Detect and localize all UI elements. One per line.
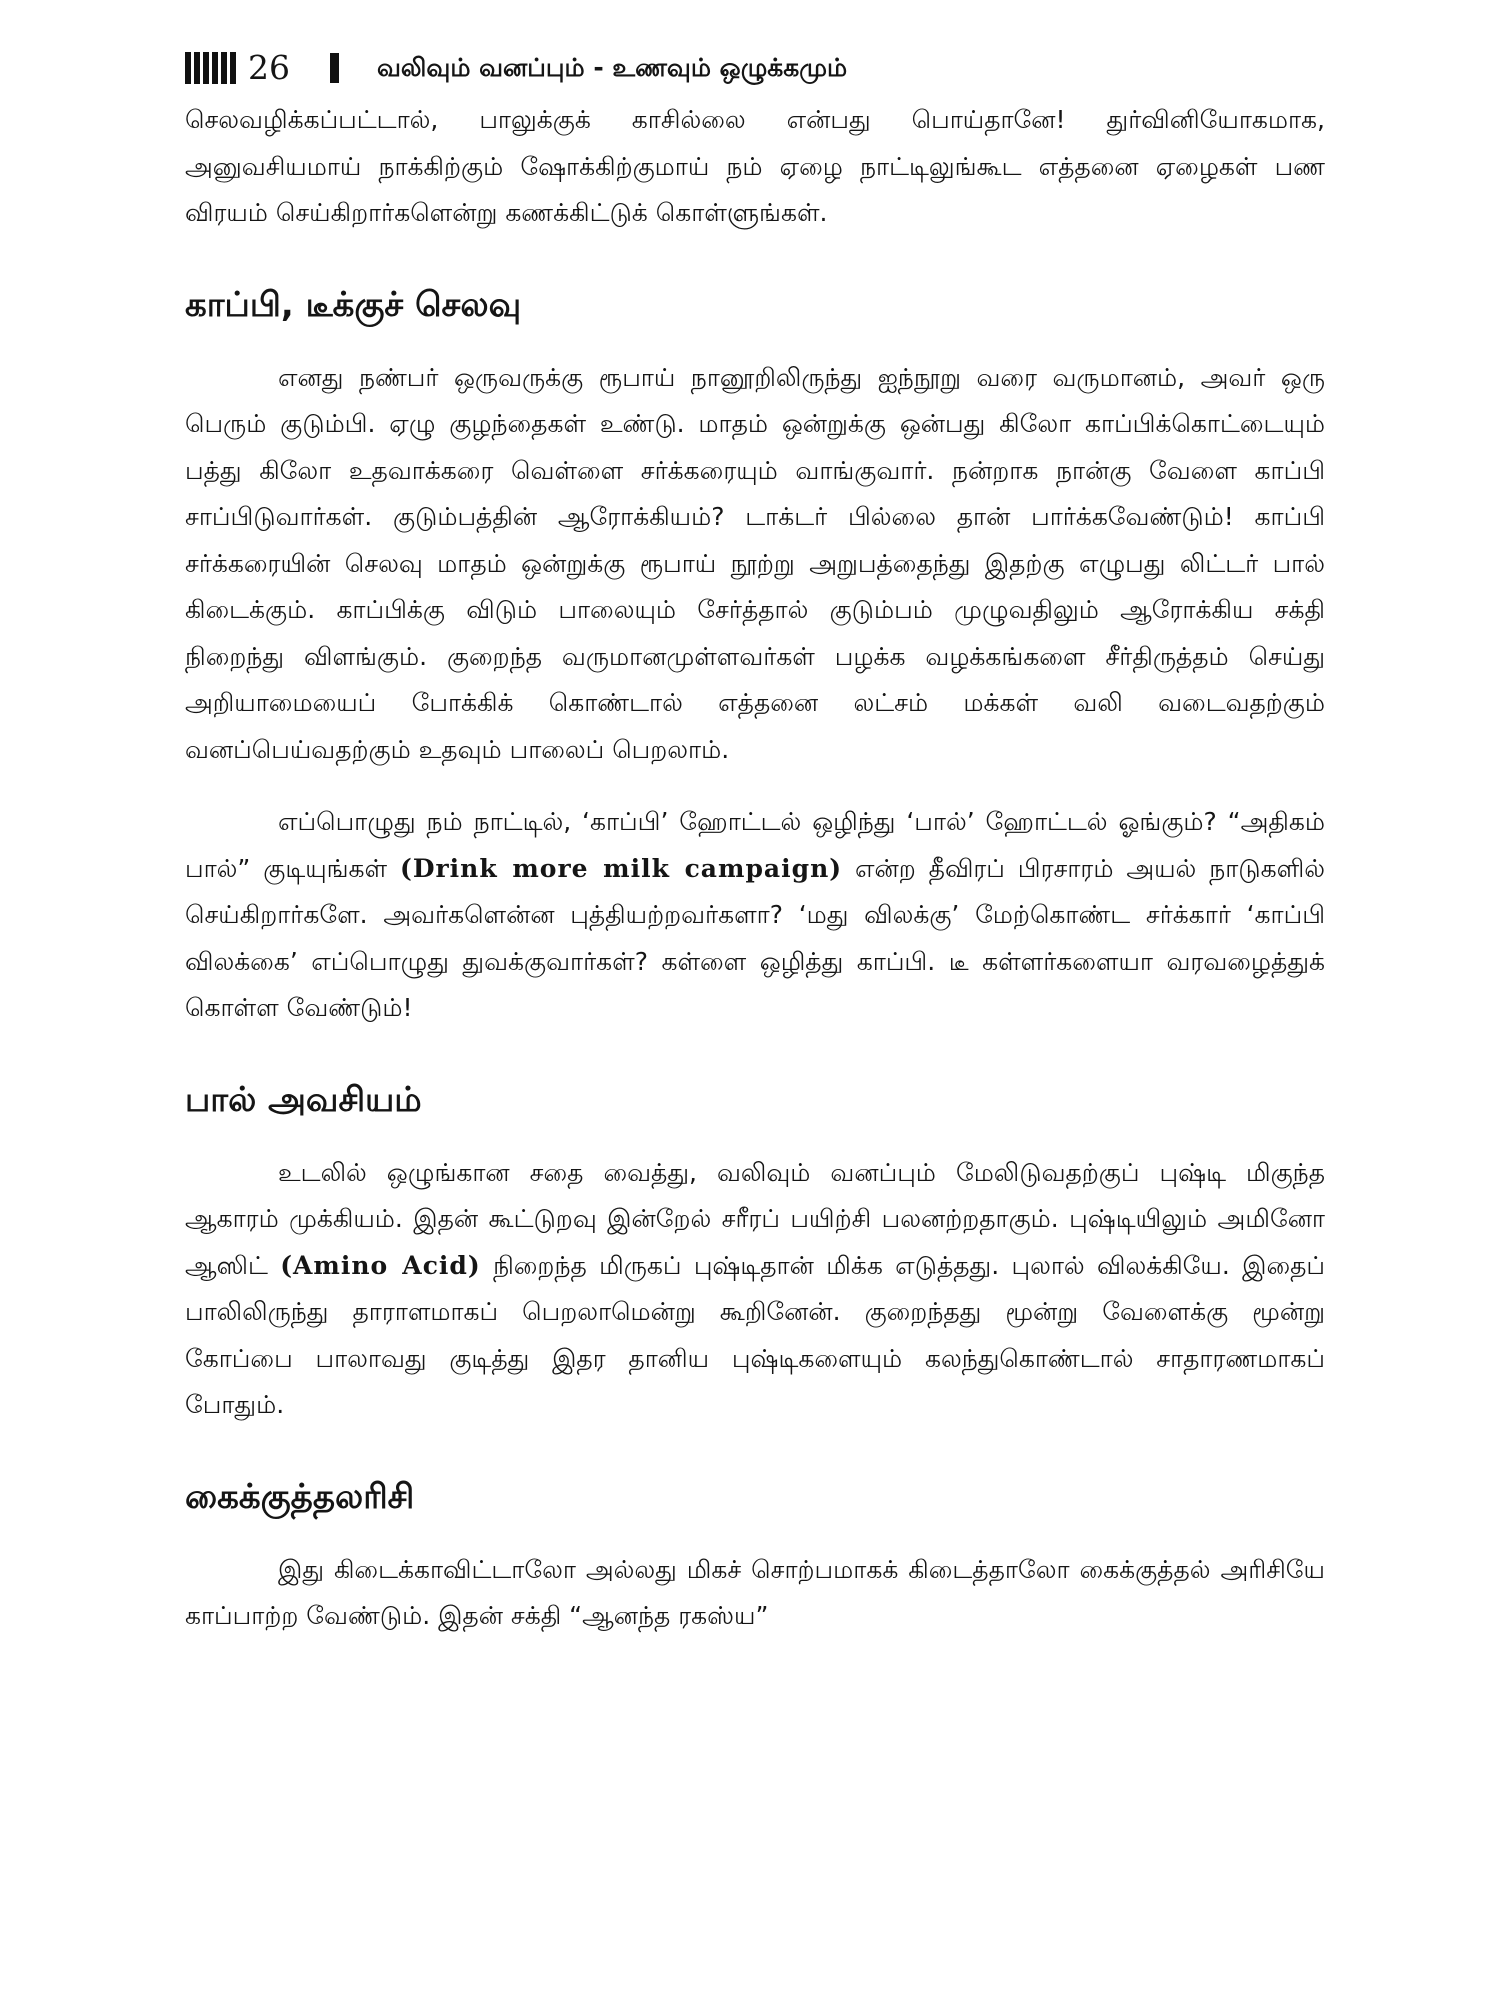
heading-milk-necessity: பால் அவசியம்: [185, 1079, 422, 1120]
paragraph-milk: [185, 1150, 1325, 1429]
paragraph-coffee-2-latin: (Drink more milk campaign): [400, 853, 843, 883]
paragraph-intro: செலவழிக்கப்பட்டால், பாலுக்குக் காசில்லை என்பது பொய்தானே! துர்வினியோகமாக, அனுவசியமாய் நாக்கிற்கும் ஷோக்கிற்குமாய் நம் ஏழை நாட்டிலுங்கூட எத்தனை ஏழைகள் பண விரயம் செய்கிறார்களென்று கணக்கிட்டுக் கொள்ளுங்கள்.: [185, 105, 1325, 227]
book-title: வலிவும் வனப்பும் - உணவும் ஒழுக்கமும்: [377, 53, 848, 82]
paragraph-milk-latin: (Amino Acid): [280, 1250, 481, 1280]
heading-handpounded-rice: கைக்குத்தலரிசி: [185, 1476, 415, 1517]
header-divider: [330, 53, 339, 83]
running-header: [185, 45, 1325, 91]
paragraph-coffee-2: [185, 799, 1325, 1032]
paragraph-coffee-2-text-a: எப்பொழுது நம் நாட்டில், ‘காப்பி’ ஹோட்டல் ஒழிந்து ‘பால்’ ஹோட்டல் ஓங்கும்? “அதிகம் பால்” குடியுங்கள்: [185, 807, 1325, 883]
paragraph-rice: இது கிடைக்காவிட்டாலோ அல்லது மிகச் சொற்பமாகக் கிடைத்தாலோ கைக்குத்தல் அரிசியே காப்பாற்ற வேண்டும். இதன் சக்தி “ஆனந்த ரகஸ்ய”: [185, 1554, 1325, 1630]
paragraph-milk-text-a: உடலில் ஒழுங்கான சதை வைத்து, வலிவும் வனப்பும் மேலிடுவதற்குப் புஷ்டி மிகுந்த ஆகாரம் முக்கியம். இதன் கூட்டுறவு இன்றேல் சரீரப் பயிற்சி பலனற்றதாகும். புஷ்டியிலும் அமினோ ஆஸிட்: [185, 1157, 1325, 1280]
paragraph-coffee-2-text-b: என்ற தீவிரப் பிரசாரம் அயல் நாடுகளில் செய்கிறார்களே. அவர்களென்ன புத்தியற்றவர்களா? ‘மது விலக்கு’ மேற்கொண்ட சர்க்கார் ‘காப்பி விலக்கை’ எப்பொழுது துவக்குவார்கள்? கள்ளை ஒழித்து காப்பி. டீ கள்ளர்களையா வரவழைத்துக் கொள்ள வேண்டும்!: [185, 853, 1325, 1022]
heading-coffee-tea-expense: காப்பி, டீக்குச் செலவு: [185, 284, 522, 325]
header-bars-ornament: [185, 52, 236, 84]
paragraph-milk-text-b: நிறைந்த மிருகப் புஷ்டிதான் மிக்க எடுத்தது. புலால் விலக்கியே. இதைப் பாலிலிருந்து தாராளமாகப் பெறலாமென்று கூறினேன். குறைந்தது மூன்று வேளைக்கு மூன்று கோப்பை பாலாவது குடித்து இதர தானிய புஷ்டிகளையும் கலந்துகொண்டால் சாதாரணமாகப் போதும்.: [185, 1250, 1325, 1419]
paragraph-coffee-1: எனது நண்பர் ஒருவருக்கு ரூபாய் நானூறிலிருந்து ஐந்நூறு வரை வருமானம், அவர் ஒரு பெரும் குடும்பி. ஏழு குழந்தைகள் உண்டு. மாதம் ஒன்றுக்கு ஒன்பது கிலோ காப்பிக்கொட்டையும் பத்து கிலோ உதவாக்கரை வெள்ளை சர்க்கரையும் வாங்குவார். நன்றாக நான்கு வேளை காப்பி சாப்பிடுவார்கள். குடும்பத்தின் ஆரோக்கியம்? டாக்டர் பில்லை தான் பார்க்கவேண்டும்! காப்பி சர்க்கரையின் செலவு மாதம் ஒன்றுக்கு ரூபாய் நூற்று அறுபத்தைந்து இதற்கு எழுபது லிட்டர் பால் கிடைக்கும். காப்பிக்கு விடும் பாலையும் சேர்த்தால் குடும்பம் முழுவதிலும் ஆரோக்கிய சக்தி நிறைந்து விளங்கும். குறைந்த வருமானமுள்ளவர்கள் பழக்க வழக்கங்களை சீர்திருத்தம் செய்து அறியாமையைப் போக்கிக் கொண்டால் எத்தனை லட்சம் மக்கள் வலி வடைவதற்கும் வனப்பெய்வதற்கும் உதவும் பாலைப் பெறலாம்.: [185, 362, 1325, 764]
book-page: [185, 45, 1325, 1965]
page-number: 26: [248, 48, 290, 87]
